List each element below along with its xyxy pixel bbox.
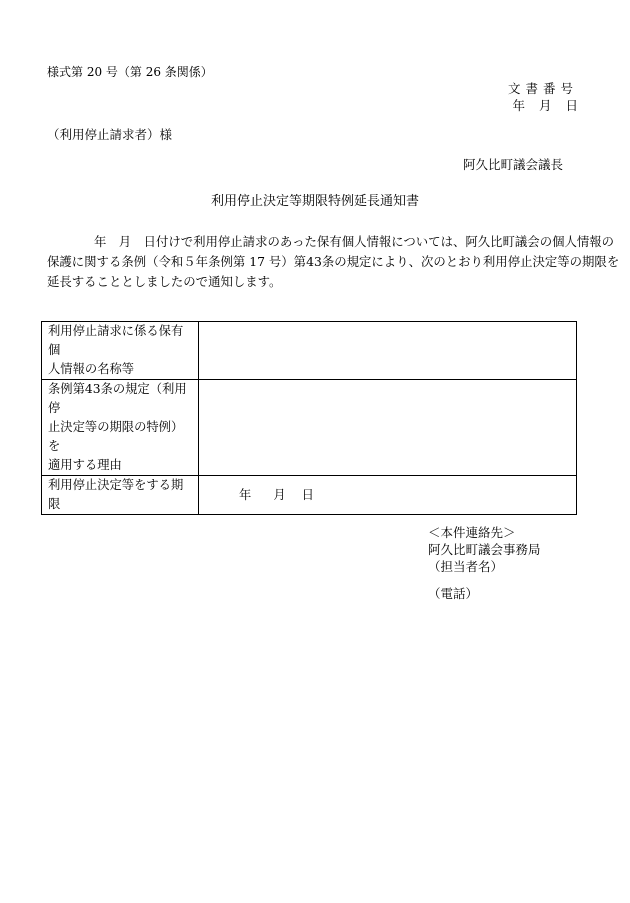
document-title: 利用停止決定等期限特例延長通知書 bbox=[210, 194, 419, 209]
table-row bbox=[42, 476, 577, 515]
contact-phone: （電話） bbox=[428, 586, 479, 601]
table-row bbox=[42, 380, 577, 476]
date-month-label: 月 bbox=[538, 98, 552, 113]
reason-label-line-1: 条例第43条の規定（利用停 bbox=[48, 382, 187, 415]
document-date bbox=[498, 96, 578, 114]
record-name-label-line-2: 人情報の名称等 bbox=[48, 362, 135, 376]
date-year-label: 年 bbox=[512, 98, 525, 113]
contact-block bbox=[428, 524, 541, 602]
contact-office: 阿久比町議会事務局 bbox=[428, 542, 541, 557]
date-day-label: 日 bbox=[565, 98, 578, 113]
info-table bbox=[41, 321, 577, 515]
sender: 阿久比町議会議長 bbox=[462, 157, 563, 172]
deadline-value bbox=[199, 476, 577, 515]
reason-label bbox=[42, 380, 199, 476]
deadline-day-label: 日 bbox=[301, 487, 314, 502]
body-line-1: 年 月 日付けで利用停止請求のあった保有個人情報については、阿久比町議会の個人情報の bbox=[94, 234, 615, 249]
document-number-label: 文書番号 bbox=[507, 81, 578, 96]
body-line-2: 保護に関する条例（令和５年条例第 17 号）第43条の規定により、次のとおり利用停止決定等の期限を bbox=[47, 254, 620, 269]
deadline-label: 利用停止決定等をする期限 bbox=[42, 476, 199, 515]
record-name-value bbox=[199, 322, 577, 380]
addressee: （利用停止請求者）様 bbox=[47, 127, 173, 142]
body-line-3: 延長することとしましたので通知します。 bbox=[47, 274, 282, 289]
table-row bbox=[42, 322, 577, 380]
reason-label-line-3: 適用する理由 bbox=[48, 458, 122, 472]
record-name-label bbox=[42, 322, 199, 380]
record-name-label-line-1: 利用停止請求に係る保有個 bbox=[48, 324, 184, 357]
reason-value bbox=[199, 380, 577, 476]
deadline-month-label: 月 bbox=[273, 487, 286, 502]
form-number: 様式第 20 号（第 26 条関係） bbox=[47, 65, 213, 79]
deadline-year-label: 年 bbox=[239, 487, 252, 502]
body-paragraph bbox=[47, 232, 620, 292]
contact-heading: ＜本件連絡先＞ bbox=[428, 525, 516, 540]
contact-person: （担当者名） bbox=[428, 559, 504, 574]
reason-label-line-2: 止決定等の期限の特例）を bbox=[48, 420, 184, 453]
